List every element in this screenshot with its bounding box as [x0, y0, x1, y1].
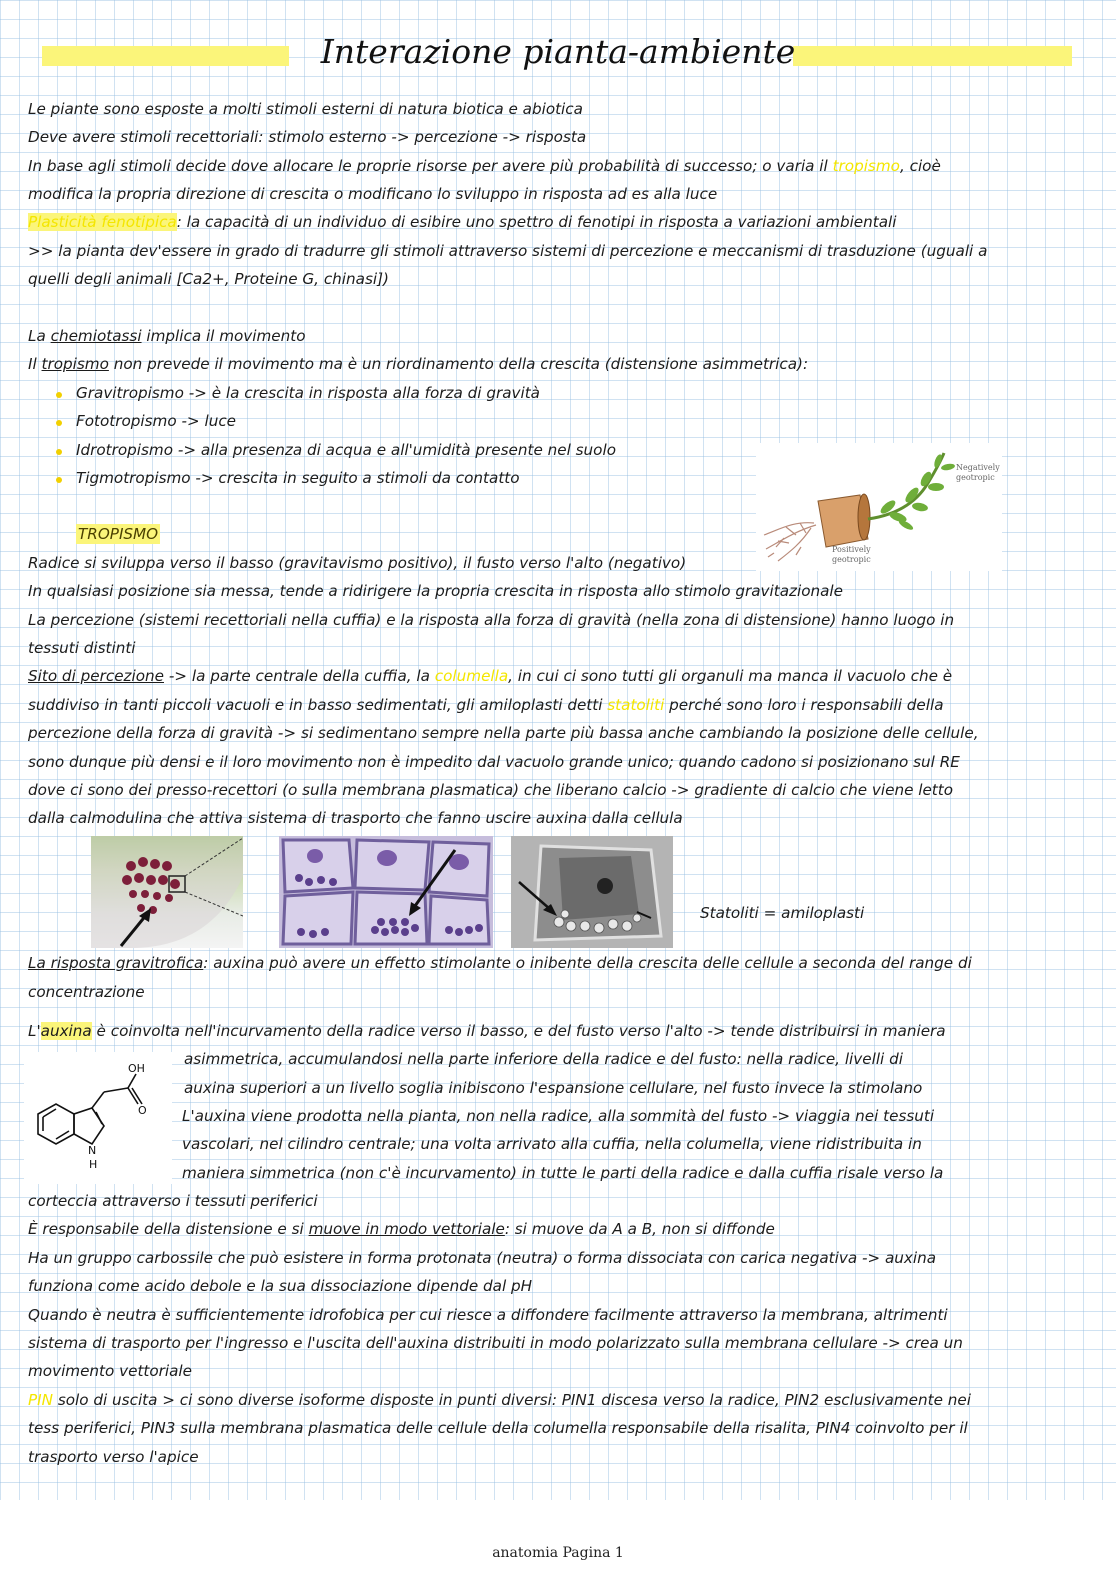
highlight-term: Plasticità fenotipica	[28, 213, 177, 231]
text: , in cui ci sono tutti gli organuli ma manca il vacuolo che è	[508, 667, 953, 685]
intro-line	[28, 157, 941, 175]
auxina-line: asimmetrica, accumulandosi nella parte inferiore della radice e del fusto: nella radice, livelli di	[184, 1050, 903, 1068]
negatively-geotropic-label: Negatively geotropic	[956, 463, 1000, 482]
text: è coinvolta nell'incurvamento della radice verso il basso, e del fusto verso l'alto -> tende distribuirsi in maniera	[91, 1022, 946, 1040]
auxina-line	[28, 1220, 775, 1238]
risposta-line	[28, 954, 972, 972]
intro-line: Deve avere stimoli recettoriali: stimolo esterno -> percezione -> risposta	[28, 128, 587, 146]
oh-label: OH	[128, 1062, 145, 1075]
heading-text: TROPISMO	[78, 525, 159, 543]
intro-line: quelli degli animali [Ca2+, Proteine G, chinasi])	[28, 270, 389, 288]
text: È responsabile della distensione e si	[28, 1220, 309, 1238]
tropismo-line: percezione della forza di gravità -> si sedimentano sempre nella parte più bassa anche cambiando la posizione delle cellule,	[28, 724, 979, 742]
auxina-line: L'auxina viene prodotta nella pianta, non nella radice, alla sommità del fusto -> viaggia nei tessuti	[182, 1107, 935, 1125]
footer-area	[0, 1500, 1116, 1581]
highlight-term: auxina	[40, 1022, 92, 1040]
underlined-term: tropismo	[41, 355, 109, 373]
list-item: Gravitropismo -> è la crescita in risposta alla forza di gravità	[76, 384, 540, 402]
n-label: N	[88, 1144, 97, 1157]
underlined-term: muove in modo vettoriale	[308, 1220, 505, 1238]
tropismo-line	[28, 696, 944, 714]
text: non prevede il movimento ma è un riordinamento della crescita (distensione asimmetrica):	[108, 355, 809, 373]
tropismo-line: La percezione (sistemi recettoriali nella cuffia) e la risposta alla forza di gravità (nella zona di distensione) hanno luogo in	[28, 611, 955, 629]
tropismo-line: dalla calmodulina che attiva sistema di trasporto che fanno uscire auxina dalla cellula	[28, 809, 683, 827]
underlined-term: La	[28, 954, 46, 972]
list-item: Idrotropismo -> alla presenza di acqua e all'umidità presente nel suolo	[76, 441, 616, 459]
h-label: H	[89, 1158, 98, 1171]
underlined-term: risposta gravitrofica	[45, 954, 204, 972]
auxina-line: vascolari, nel cilindro centrale; una volta arrivato alla cuffia, nella columella, viene ridistribuita in	[182, 1135, 922, 1153]
auxina-line: movimento vettoriale	[28, 1362, 192, 1380]
auxina-line: maniera simmetrica (non c'è incurvamento) in tutte le parti della radice e dalla cuffia risale verso la	[182, 1164, 944, 1182]
statoliti-em-micrograph	[511, 836, 673, 948]
tropismo-line: tessuti distinti	[28, 639, 136, 657]
highlight-term: statoliti	[607, 696, 665, 714]
list-item: Fototropismo -> luce	[76, 412, 237, 430]
list-item: Tigmotropismo -> crescita in seguito a stimoli da contatto	[76, 469, 520, 487]
bullet-dot	[56, 420, 62, 426]
tropismo-line: In qualsiasi posizione sia messa, tende a ridirigere la propria crescita in risposta allo stimolo gravitazionale	[28, 582, 844, 600]
text: , cioè	[899, 157, 941, 175]
auxina-line: trasporto verso l'apice	[28, 1448, 199, 1466]
underlined-term: Sito di percezione	[28, 667, 164, 685]
o-label: O	[138, 1104, 147, 1117]
highlight-term: columella	[434, 667, 509, 685]
auxin-molecule-structure	[24, 1052, 172, 1184]
page-footer: anatomia Pagina 1	[492, 1545, 624, 1561]
root-cap-photo	[91, 836, 243, 948]
text: : auxina può avere un effetto stimolante o inibente della crescita delle cellule a seconda del range di	[203, 954, 972, 972]
highlight-term: tropismo	[832, 157, 900, 175]
text: -> la parte centrale della cuffia, la	[164, 667, 435, 685]
section-heading	[76, 525, 160, 543]
page-title: Interazione pianta-ambiente	[320, 32, 796, 71]
pot-rim	[858, 494, 870, 540]
auxina-line: sistema di trasporto per l'ingresso e l'uscita dell'auxina distribuiti in modo polarizzato sulla membrana cellulare -> crea un	[28, 1334, 963, 1352]
auxina-line: corteccia attraverso i tessuti periferici	[28, 1192, 318, 1210]
plant-geotropism-figure	[756, 443, 1002, 571]
intro-line	[28, 213, 896, 231]
bullet-dot	[56, 477, 62, 483]
intro-line: >> la pianta dev'essere in grado di tradurre gli stimoli attraverso sistemi di percezione e meccanismi di trasduzione (uguali a	[28, 242, 988, 260]
intro-line: modifica la propria direzione di crescita o modificano lo sviluppo in risposta ad es alla luce	[28, 185, 718, 203]
text: : la capacità di un individuo di esibire uno spettro di fenotipi in risposta a variazioni ambientali	[176, 213, 897, 231]
text: Il	[28, 355, 42, 373]
auxina-line: Ha un gruppo carbossile che può esistere in forma protonata (neutra) o forma dissociata con carica negativa -> auxina	[28, 1249, 937, 1267]
text: perché sono loro i responsabili della	[664, 696, 944, 714]
bullet-dot	[56, 449, 62, 455]
auxina-line: Quando è neutra è sufficientemente idrofobica per cui riesce a diffondere facilmente attraverso la membrana, altrimenti	[28, 1306, 948, 1324]
auxina-line	[28, 1391, 971, 1409]
text: : si muove da A a B, non si diffonde	[504, 1220, 775, 1238]
auxina-line: funziona come acido debole e la sua dissociazione dipende dal pH	[28, 1277, 533, 1295]
tropismo-line: dove ci sono dei presso-recettori (o sulla membrana plasmatica) che liberano calcio -> gradiente di calcio che viene letto	[28, 781, 954, 799]
auxina-line: tess periferici, PIN3 sulla membrana plasmatica delle cellule della columella responsabile della risalita, PIN4 coinvolto per il	[28, 1419, 968, 1437]
text: implica il movimento	[141, 327, 306, 345]
auxina-line: auxina superiori a un livello soglia inibiscono l'espansione cellulare, nel fusto invece la stimolano	[184, 1079, 923, 1097]
text: solo di uscita > ci sono diverse isoforme disposte in punti diversi: PIN1 discesa verso la radice, PIN2 esclusivamente nei	[53, 1391, 971, 1409]
auxina-line	[28, 1022, 946, 1040]
risposta-line: concentrazione	[28, 983, 145, 1001]
underlined-term: chemiotassi	[50, 327, 142, 345]
tropismo-line: sono dunque più densi e il loro movimento non è impedito dal vacuolo grande unico; quando cadono si posizionano sul RE	[28, 753, 960, 771]
movement-line	[28, 355, 808, 373]
columella-cells-micrograph	[279, 836, 493, 948]
tropismo-line	[28, 667, 952, 685]
intro-line: Le piante sono esposte a molti stimoli esterni di natura biotica e abiotica	[28, 100, 583, 118]
text: In base agli stimoli decide dove allocare le proprie risorse per avere più probabilità di successo; o varia il	[28, 157, 833, 175]
text: L'	[28, 1022, 41, 1040]
movement-line	[28, 327, 306, 345]
statoliti-caption: Statoliti = amiloplasti	[700, 904, 865, 922]
text: suddiviso in tanti piccoli vacuoli e in basso sedimentati, gli amiloplasti detti	[28, 696, 608, 714]
bullet-dot	[56, 392, 62, 398]
positively-geotropic-label: Positively geotropic	[832, 545, 871, 564]
text: La	[28, 327, 51, 345]
tropismo-line: Radice si sviluppa verso il basso (gravitavismo positivo), il fusto verso l'alto (negativo)	[28, 554, 687, 572]
highlight-term: PIN	[28, 1391, 53, 1409]
